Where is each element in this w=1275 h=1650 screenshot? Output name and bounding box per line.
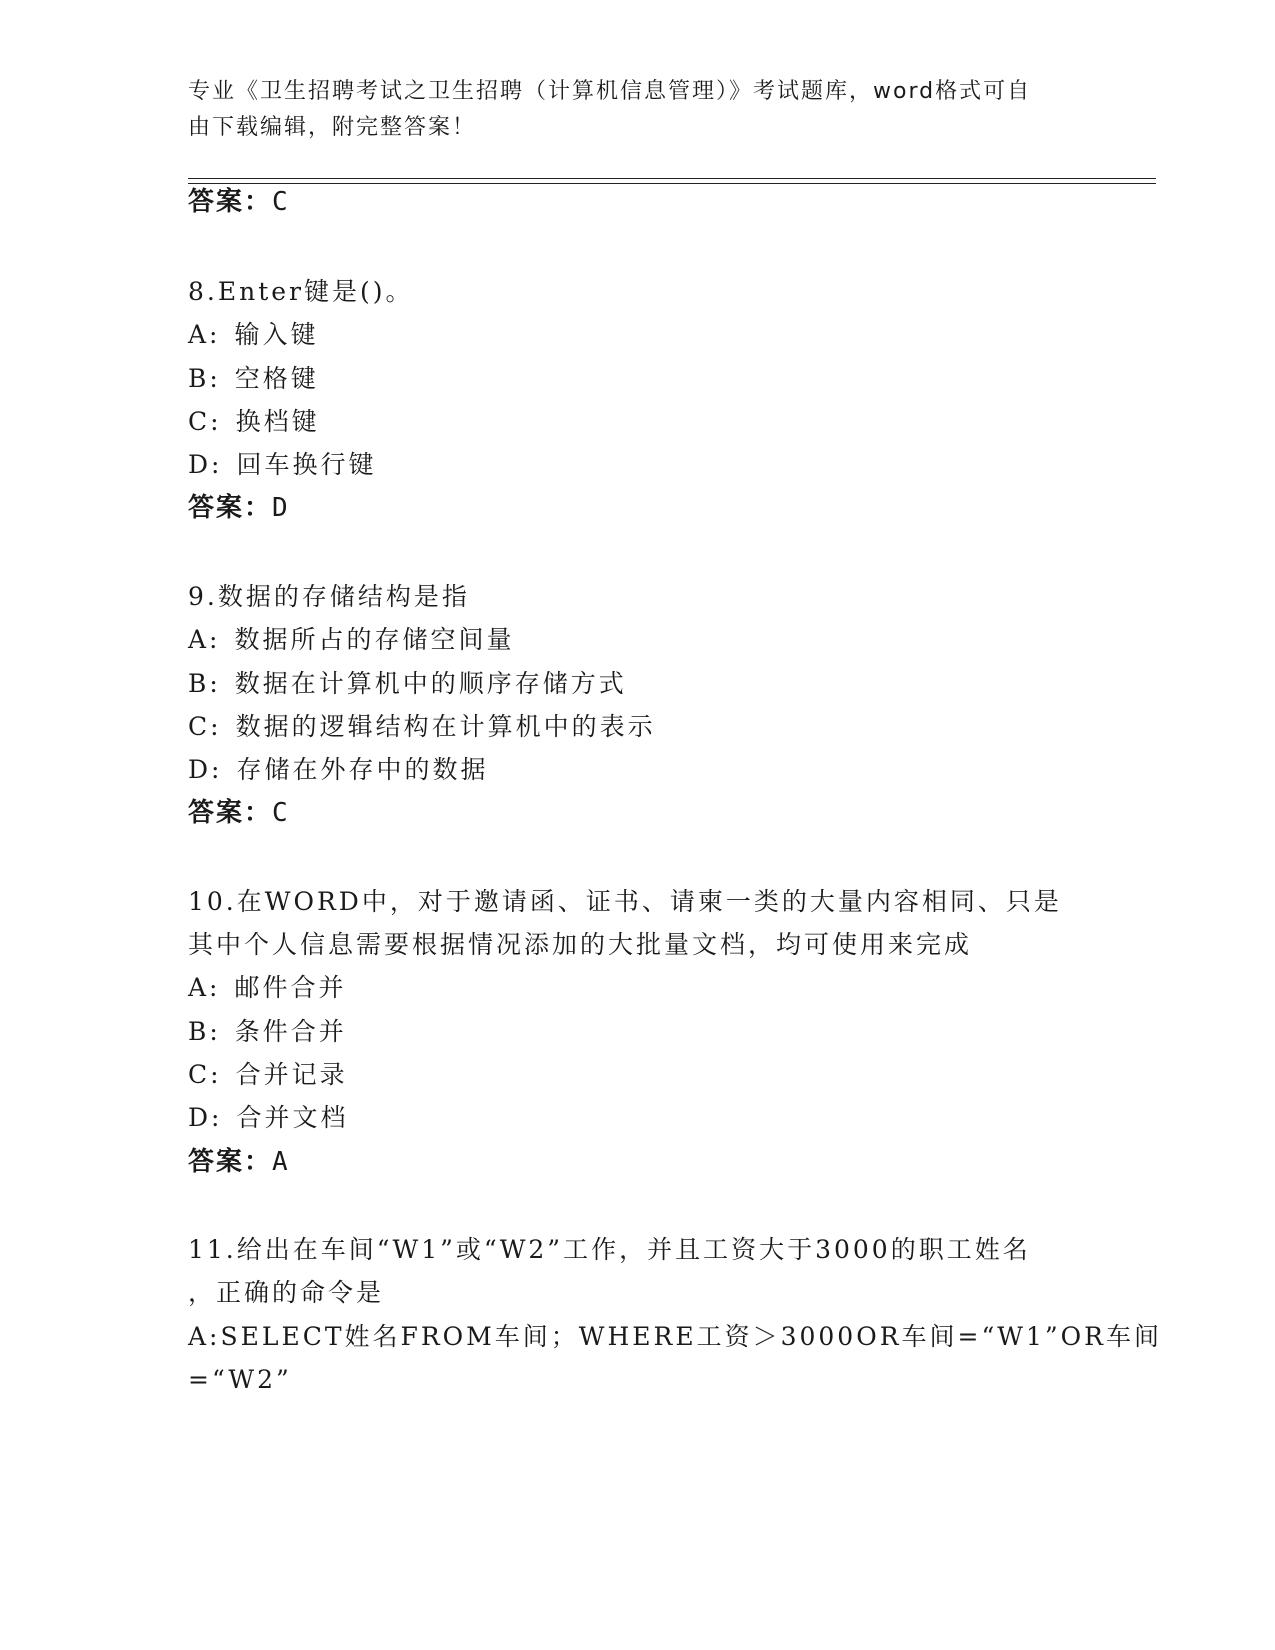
question-10-option-a: [188, 972, 347, 1004]
question-9-answer: [188, 797, 290, 829]
option-letter: A:: [188, 625, 221, 654]
question-8-option-a: [188, 319, 319, 351]
question-8-option-d: [188, 449, 376, 481]
header-divider-bottom: [188, 183, 1156, 184]
question-9-option-d: [188, 754, 488, 786]
header-line-1: 专业《卫生招聘考试之卫生招聘（计算机信息管理）》考试题库，word格式可自: [188, 79, 1032, 104]
question-11-stem-line-2: ，正确的命令是: [188, 1278, 385, 1307]
question-10-option-b: [188, 1016, 347, 1048]
option-letter: A:: [188, 320, 221, 349]
option-text: 换档键: [235, 407, 320, 436]
question-8-option-c: [188, 406, 320, 438]
question-8-option-b: [188, 363, 319, 395]
option-text: 回车换行键: [236, 450, 377, 479]
option-text: 合并文档: [236, 1103, 349, 1132]
answer-label: 答案：: [188, 493, 273, 523]
option-letter: C:: [188, 407, 222, 436]
question-10-option-c: [188, 1059, 348, 1091]
question-11-option-a-line-1: A:SELECT姓名FROM车间；WHERE工资＞3000OR车间=“W1”OR车间: [188, 1322, 1162, 1351]
header-line-2: 由下载编辑，附完整答案！: [188, 115, 477, 140]
option-letter: C:: [188, 712, 222, 741]
question-9-option-a: [188, 624, 515, 656]
option-letter: B:: [188, 669, 221, 698]
prev-answer: [188, 186, 290, 218]
question-9-option-b: [188, 668, 627, 700]
question-11-option-a-line-2: =“W2”: [188, 1365, 292, 1394]
question-10-stem-line-2: 其中个人信息需要根据情况添加的大批量文档，均可使用来完成: [188, 930, 973, 959]
option-text: 输入键: [234, 320, 319, 349]
option-text: 合并记录: [235, 1060, 348, 1089]
option-text: 条件合并: [234, 1017, 347, 1046]
option-text: 数据所占的存储空间量: [234, 625, 515, 654]
question-8-stem: 8.Enter键是()。: [188, 277, 414, 306]
question-10-answer: [188, 1146, 290, 1178]
option-letter: D:: [188, 755, 223, 784]
option-text: 数据在计算机中的顺序存储方式: [234, 669, 627, 698]
header-divider-top: [188, 178, 1156, 179]
question-8-answer: [188, 492, 290, 524]
question-10-stem-line-1: 10.在WORD中，对于邀请函、证书、请柬一类的大量内容相同、只是: [188, 887, 1062, 916]
option-text: 数据的逻辑结构在计算机中的表示: [235, 712, 656, 741]
option-letter: D:: [188, 450, 223, 479]
answer-value: A: [272, 1147, 290, 1177]
option-letter: C:: [188, 1060, 222, 1089]
document-header: [188, 74, 1068, 146]
option-text: 空格键: [234, 364, 319, 393]
answer-value: D: [272, 493, 290, 523]
question-11-stem-line-1: 11.给出在车间“W1”或“W2”工作，并且工资大于3000的职工姓名: [188, 1235, 1031, 1264]
answer-label: 答案：: [188, 1147, 273, 1177]
option-letter: A:: [188, 973, 221, 1002]
option-text: 邮件合并: [234, 973, 347, 1002]
question-10-option-d: [188, 1102, 348, 1134]
option-letter: D:: [188, 1103, 223, 1132]
answer-value: C: [272, 798, 290, 828]
answer-value: C: [272, 187, 290, 217]
question-9-option-c: [188, 711, 656, 743]
question-9-stem: 9.数据的存储结构是指: [188, 582, 470, 611]
option-text: 存储在外存中的数据: [236, 755, 489, 784]
answer-label: 答案：: [188, 187, 273, 217]
option-letter: B:: [188, 1017, 221, 1046]
answer-label: 答案：: [188, 798, 273, 828]
option-letter: B:: [188, 364, 221, 393]
